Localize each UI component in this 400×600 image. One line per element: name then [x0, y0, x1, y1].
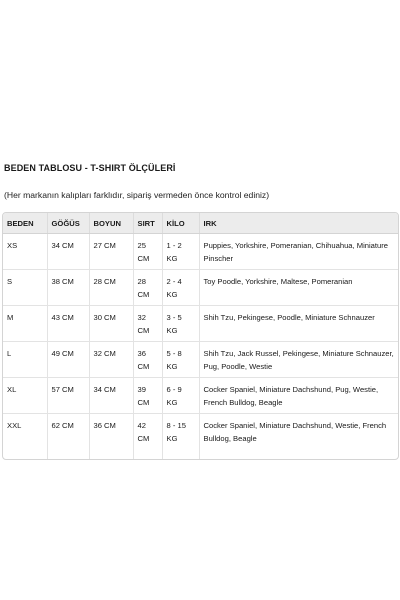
column-header-irk: IRK: [199, 213, 398, 234]
column-header-kilo: KİLO: [162, 213, 199, 234]
table-row: [3, 342, 398, 378]
column-header-sirt: SIRT: [133, 213, 162, 234]
cell-sirt: 36 CM: [133, 342, 162, 378]
column-header-gogus: GÖĞÜS: [47, 213, 89, 234]
cell-beden: XXL: [7, 421, 22, 430]
cell-beden: S: [3, 270, 47, 306]
cell-gogus: 34 CM: [47, 234, 89, 270]
cell-kilo: 8 - 15 KG: [162, 414, 199, 459]
cell-gogus: 43 CM: [47, 306, 89, 342]
cell-beden: M: [3, 306, 47, 342]
table-row: [3, 306, 398, 342]
cell-gogus: 57 CM: [47, 378, 89, 414]
table-row: [3, 378, 398, 414]
cell-boyun: 27 CM: [89, 234, 133, 270]
page-subtitle: (Her markanın kalıpları farklıdır, sipariş vermeden önce kontrol ediniz): [4, 190, 270, 200]
cell-irk: Toy Poodle, Yorkshire, Maltese, Pomeranian: [199, 270, 398, 306]
cell-irk: Puppies, Yorkshire, Pomeranian, Chihuahua, Miniature Pinscher: [199, 234, 398, 270]
cell-sirt: 28 CM: [133, 270, 162, 306]
cell-sirt: 42 CM: [133, 414, 162, 459]
cell-irk: Shih Tzu, Pekingese, Poodle, Miniature Schnauzer: [199, 306, 398, 342]
cell-sirt: 32 CM: [133, 306, 162, 342]
page-title: BEDEN TABLOSU - T-SHIRT ÖLÇÜLERİ: [4, 163, 176, 173]
cell-irk: Cocker Spaniel, Miniature Dachshund, Pug, Westie, French Bulldog, Beagle: [199, 378, 398, 414]
cell-gogus: 38 CM: [47, 270, 89, 306]
cell-boyun: 28 CM: [89, 270, 133, 306]
cell-beden: XL: [3, 378, 47, 414]
cell-kilo: 1 - 2 KG: [162, 234, 199, 270]
cell-kilo: 6 - 9 KG: [162, 378, 199, 414]
cell-boyun: 30 CM: [89, 306, 133, 342]
table-row: [3, 414, 398, 459]
cell-gogus: 49 CM: [47, 342, 89, 378]
cell-boyun: 36 CM: [89, 414, 133, 459]
column-header-beden: BEDEN: [3, 213, 47, 234]
cell-sirt: 39 CM: [133, 378, 162, 414]
table-row: [3, 270, 398, 306]
table-header-row: [3, 213, 398, 234]
size-table-container: [2, 212, 399, 460]
cell-kilo: 5 - 8 KG: [162, 342, 199, 378]
cell-gogus: 62 CM: [47, 414, 89, 459]
cell-beden: L: [3, 342, 47, 378]
cell-irk: Shih Tzu, Jack Russel, Pekingese, Miniature Schnauzer, Pug, Poodle, Westie: [199, 342, 398, 378]
cell-kilo: 2 - 4 KG: [162, 270, 199, 306]
cell-kilo: 3 - 5 KG: [162, 306, 199, 342]
cell-irk: Cocker Spaniel, Miniature Dachshund, Westie, French Bulldog, Beagle: [199, 414, 398, 459]
cell-boyun: 32 CM: [89, 342, 133, 378]
column-header-boyun: BOYUN: [89, 213, 133, 234]
cell-beden: XS: [3, 234, 47, 270]
cell-boyun: 34 CM: [89, 378, 133, 414]
size-table: [3, 213, 398, 459]
cell-sirt: 25 CM: [133, 234, 162, 270]
table-row: [3, 234, 398, 270]
